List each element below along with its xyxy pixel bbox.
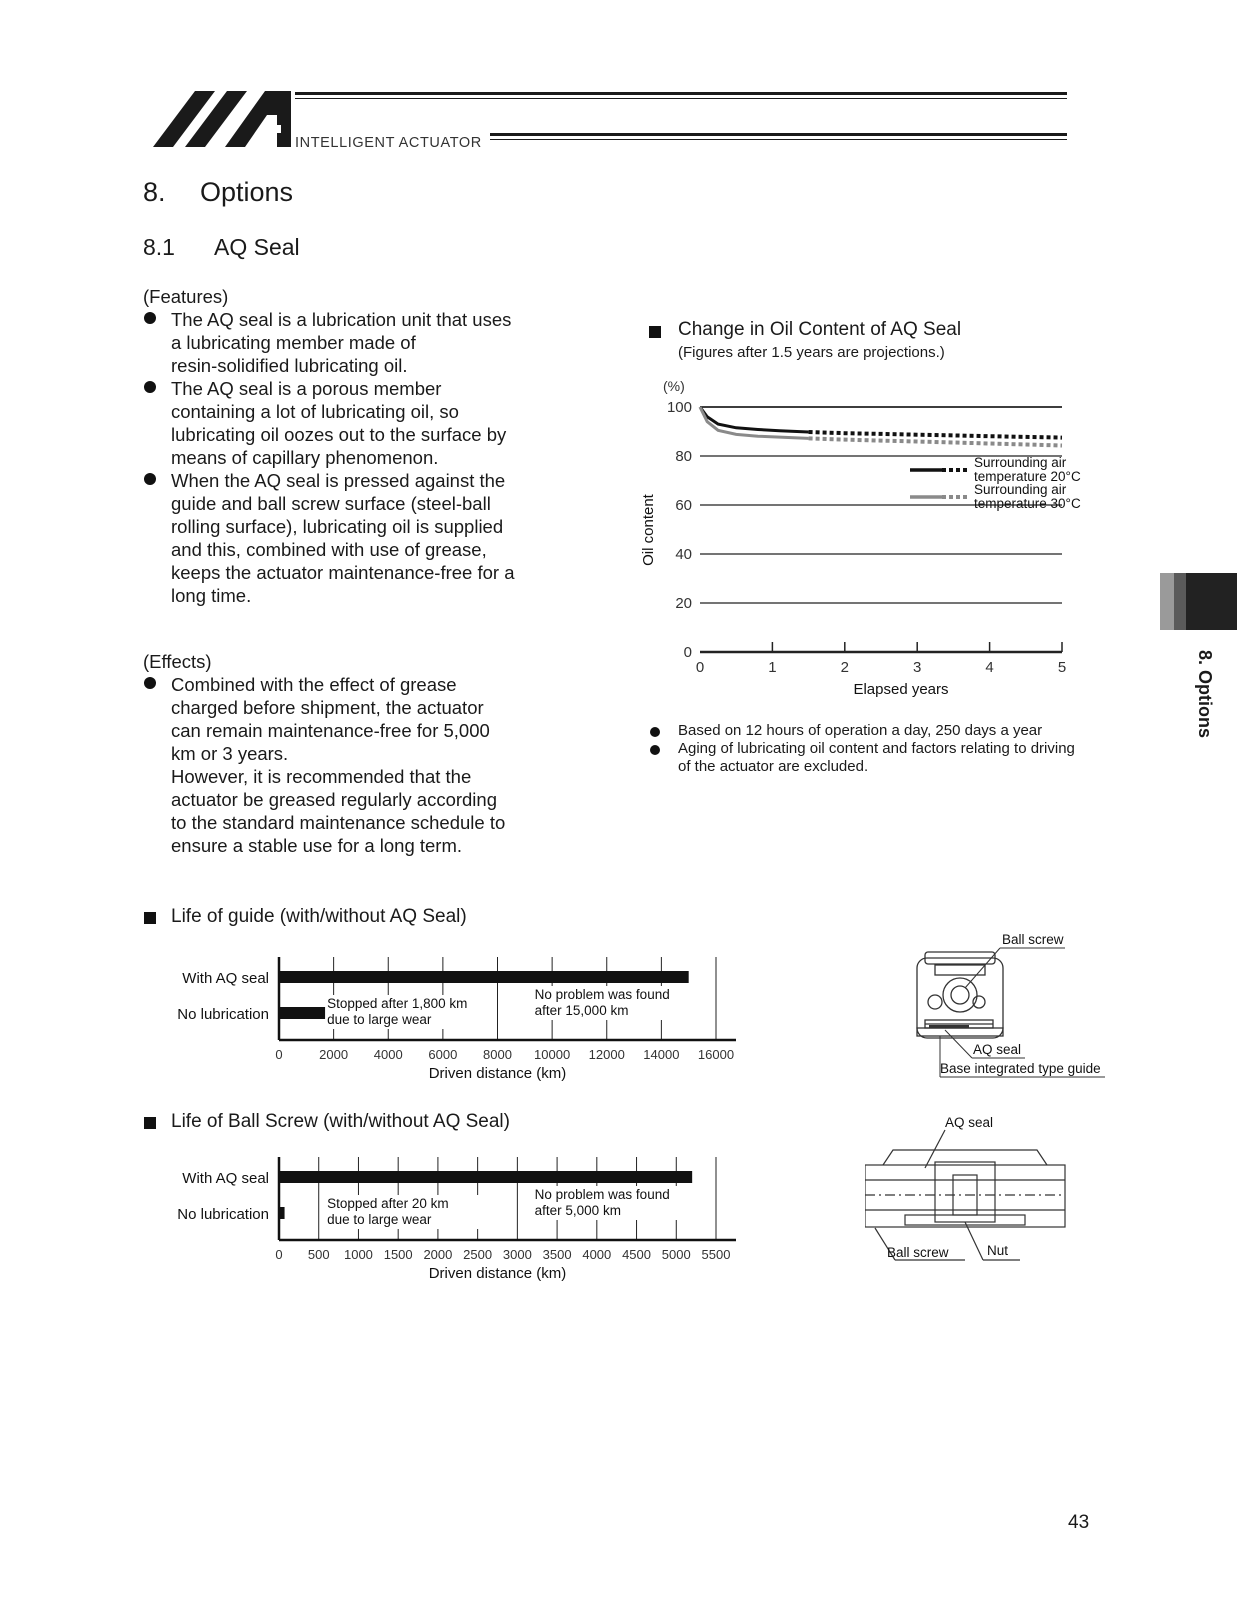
header-rule-bottom (490, 133, 1067, 136)
x-axis-label: Driven distance (km) (428, 1265, 567, 1282)
category-label: With AQ seal (182, 1170, 269, 1187)
feature-item-3: When the AQ seal is pressed against the guide and ball screw surface (steel-ball rolling surface), lubricating oil is supplied and this, combined with use of grease, keeps the actuator maintenance-free for a long time. (171, 470, 515, 606)
y-axis-label: Oil content (640, 494, 657, 566)
y-tick-label: 20 (675, 595, 692, 612)
x-tick-label: 2500 (463, 1247, 493, 1262)
square-bullet-icon (144, 912, 156, 924)
bullet-icon (144, 381, 156, 393)
x-tick-label: 0 (695, 659, 705, 676)
header-rule-bottom-thin (490, 139, 1067, 140)
bullet-icon (650, 727, 660, 737)
x-tick-label: 4000 (582, 1247, 612, 1262)
x-tick-label: 5500 (701, 1247, 731, 1262)
feature-item-2: The AQ seal is a porous member containing a lot of lubricating oil, so lubricating oil oozes out to the surface by means of capillary phenomenon. (171, 378, 507, 468)
diagram-label-ball-screw-2: Ball screw (887, 1245, 949, 1260)
bullet-icon (144, 677, 156, 689)
series-projection-2 (809, 438, 1062, 445)
diagram-label-aq-seal: AQ seal (973, 1042, 1022, 1057)
annotation-with-aq-seal-line: No problem was found (534, 1187, 670, 1202)
y-tick-label: 100 (666, 399, 692, 416)
x-tick-label: 4500 (622, 1247, 652, 1262)
x-tick-label: 10000 (534, 1047, 571, 1062)
subsection-title: AQ Seal (214, 234, 300, 260)
x-tick-label: 500 (307, 1247, 330, 1262)
annotation-with-aq-seal-line: after 5,000 km (534, 1203, 621, 1218)
section-title: Options (200, 177, 294, 207)
ball-screw-section-diagram (865, 1110, 1080, 1280)
guide-life-chart (160, 955, 760, 1100)
category-label: No lubrication (177, 1206, 269, 1223)
annotation-no-lubrication-line: Stopped after 20 km (327, 1196, 449, 1211)
annotation-no-lubrication-line: due to large wear (327, 1012, 432, 1027)
x-tick-label: 8000 (483, 1047, 512, 1062)
oil-chart-subheading: (Figures after 1.5 years are projections.) (678, 344, 945, 361)
x-axis-label: Elapsed years (853, 681, 949, 698)
annotation-no-lubrication-line: due to large wear (327, 1212, 432, 1227)
legend-label-1: Surrounding air temperature 20°C (974, 455, 1081, 484)
header (145, 85, 1070, 155)
ball-screw-life-chart (160, 1155, 760, 1300)
x-tick-label: 4 (985, 659, 994, 676)
x-tick-label: 3000 (502, 1247, 532, 1262)
x-tick-label: 1 (768, 659, 777, 676)
oil-chart-heading: Change in Oil Content of AQ Seal (678, 319, 962, 340)
x-tick-label: 14000 (643, 1047, 680, 1062)
header-rule-top (295, 92, 1067, 95)
feature-item-1: The AQ seal is a lubrication unit that uses a lubricating member made of resin-solidified lubricating oil. (171, 309, 512, 376)
series-projection-1 (809, 432, 1062, 438)
annotation-with-aq-seal-line: No problem was found (534, 987, 670, 1002)
x-tick-label: 12000 (588, 1047, 625, 1062)
guide-chart-heading: Life of guide (with/without AQ Seal) (171, 906, 467, 927)
x-tick-label: 1000 (343, 1247, 373, 1262)
effects-heading: (Effects) (143, 651, 212, 672)
x-tick-label: 5 (1057, 659, 1067, 676)
y-tick-label: 80 (675, 448, 692, 465)
annotation-with-aq-seal-line: after 15,000 km (534, 1003, 629, 1018)
x-axis-label: Driven distance (km) (428, 1065, 567, 1082)
bullet-icon (650, 745, 660, 755)
x-tick-label: 0 (275, 1247, 283, 1262)
section-number: 8. (143, 177, 166, 207)
y-tick-label: 40 (675, 546, 692, 563)
category-label: With AQ seal (182, 970, 269, 987)
diagram-label-nut: Nut (987, 1243, 1009, 1258)
page-number: 43 (1068, 1512, 1090, 1533)
x-tick-label: 3500 (542, 1247, 572, 1262)
x-tick-label: 6000 (428, 1047, 458, 1062)
legend-label-2: Surrounding air temperature 30°C (974, 482, 1081, 511)
oil-note-1: Based on 12 hours of operation a day, 250 days a year (678, 722, 1043, 739)
x-tick-label: 3 (913, 659, 922, 676)
category-label: No lubrication (177, 1006, 269, 1023)
bar-no-lubrication (279, 1007, 328, 1019)
x-tick-label: 5000 (661, 1247, 691, 1262)
x-tick-label: 0 (275, 1047, 283, 1062)
annotation-no-lubrication-line: Stopped after 1,800 km (327, 996, 468, 1011)
bar-with-aq-seal (279, 971, 689, 983)
effects-item: Combined with the effect of grease charged before shipment, the actuator can remain maintenance-free for 5,000 km or 3 years. However, it is recommended that the actuator be greased regularly according to the standard maintenance schedule to ensure a stable use for a long term. (171, 674, 506, 856)
y-unit-label: (%) (663, 378, 685, 394)
header-rule-top-thin (295, 98, 1067, 99)
x-tick-label: 1500 (383, 1247, 413, 1262)
bullet-icon (144, 312, 156, 324)
bar-no-lubrication (279, 1207, 285, 1219)
x-tick-label: 2 (840, 659, 849, 676)
y-tick-label: 0 (683, 644, 692, 661)
x-tick-label: 4000 (373, 1047, 403, 1062)
x-tick-label: 2000 (319, 1047, 349, 1062)
square-bullet-icon (649, 326, 661, 338)
diagram-label-aq-seal-2: AQ seal (945, 1115, 994, 1130)
diagram-label-guide: Base integrated type guide (940, 1061, 1101, 1076)
oil-note-2: Aging of lubricating oil content and factors relating to driving of the actuator are excluded. (678, 740, 1075, 775)
screw-chart-heading: Life of Ball Screw (with/without AQ Seal) (171, 1111, 510, 1132)
x-tick-label: 16000 (697, 1047, 735, 1062)
brand-name: INTELLIGENT ACTUATOR (295, 135, 482, 151)
side-tab (1160, 573, 1237, 630)
features-heading: (Features) (143, 286, 229, 307)
subsection-number: 8.1 (143, 234, 175, 260)
bar-with-aq-seal (279, 1171, 692, 1183)
bullet-icon (144, 473, 156, 485)
x-tick-label: 2000 (423, 1247, 453, 1262)
guide-cross-section-diagram (905, 930, 1145, 1090)
diagram-label-ball-screw: Ball screw (1002, 932, 1064, 947)
square-bullet-icon (144, 1117, 156, 1129)
iai-logo (145, 85, 305, 155)
side-tab-label: 8. Options (1195, 650, 1215, 739)
oil-content-chart (630, 375, 1110, 720)
y-tick-label: 60 (675, 497, 692, 514)
